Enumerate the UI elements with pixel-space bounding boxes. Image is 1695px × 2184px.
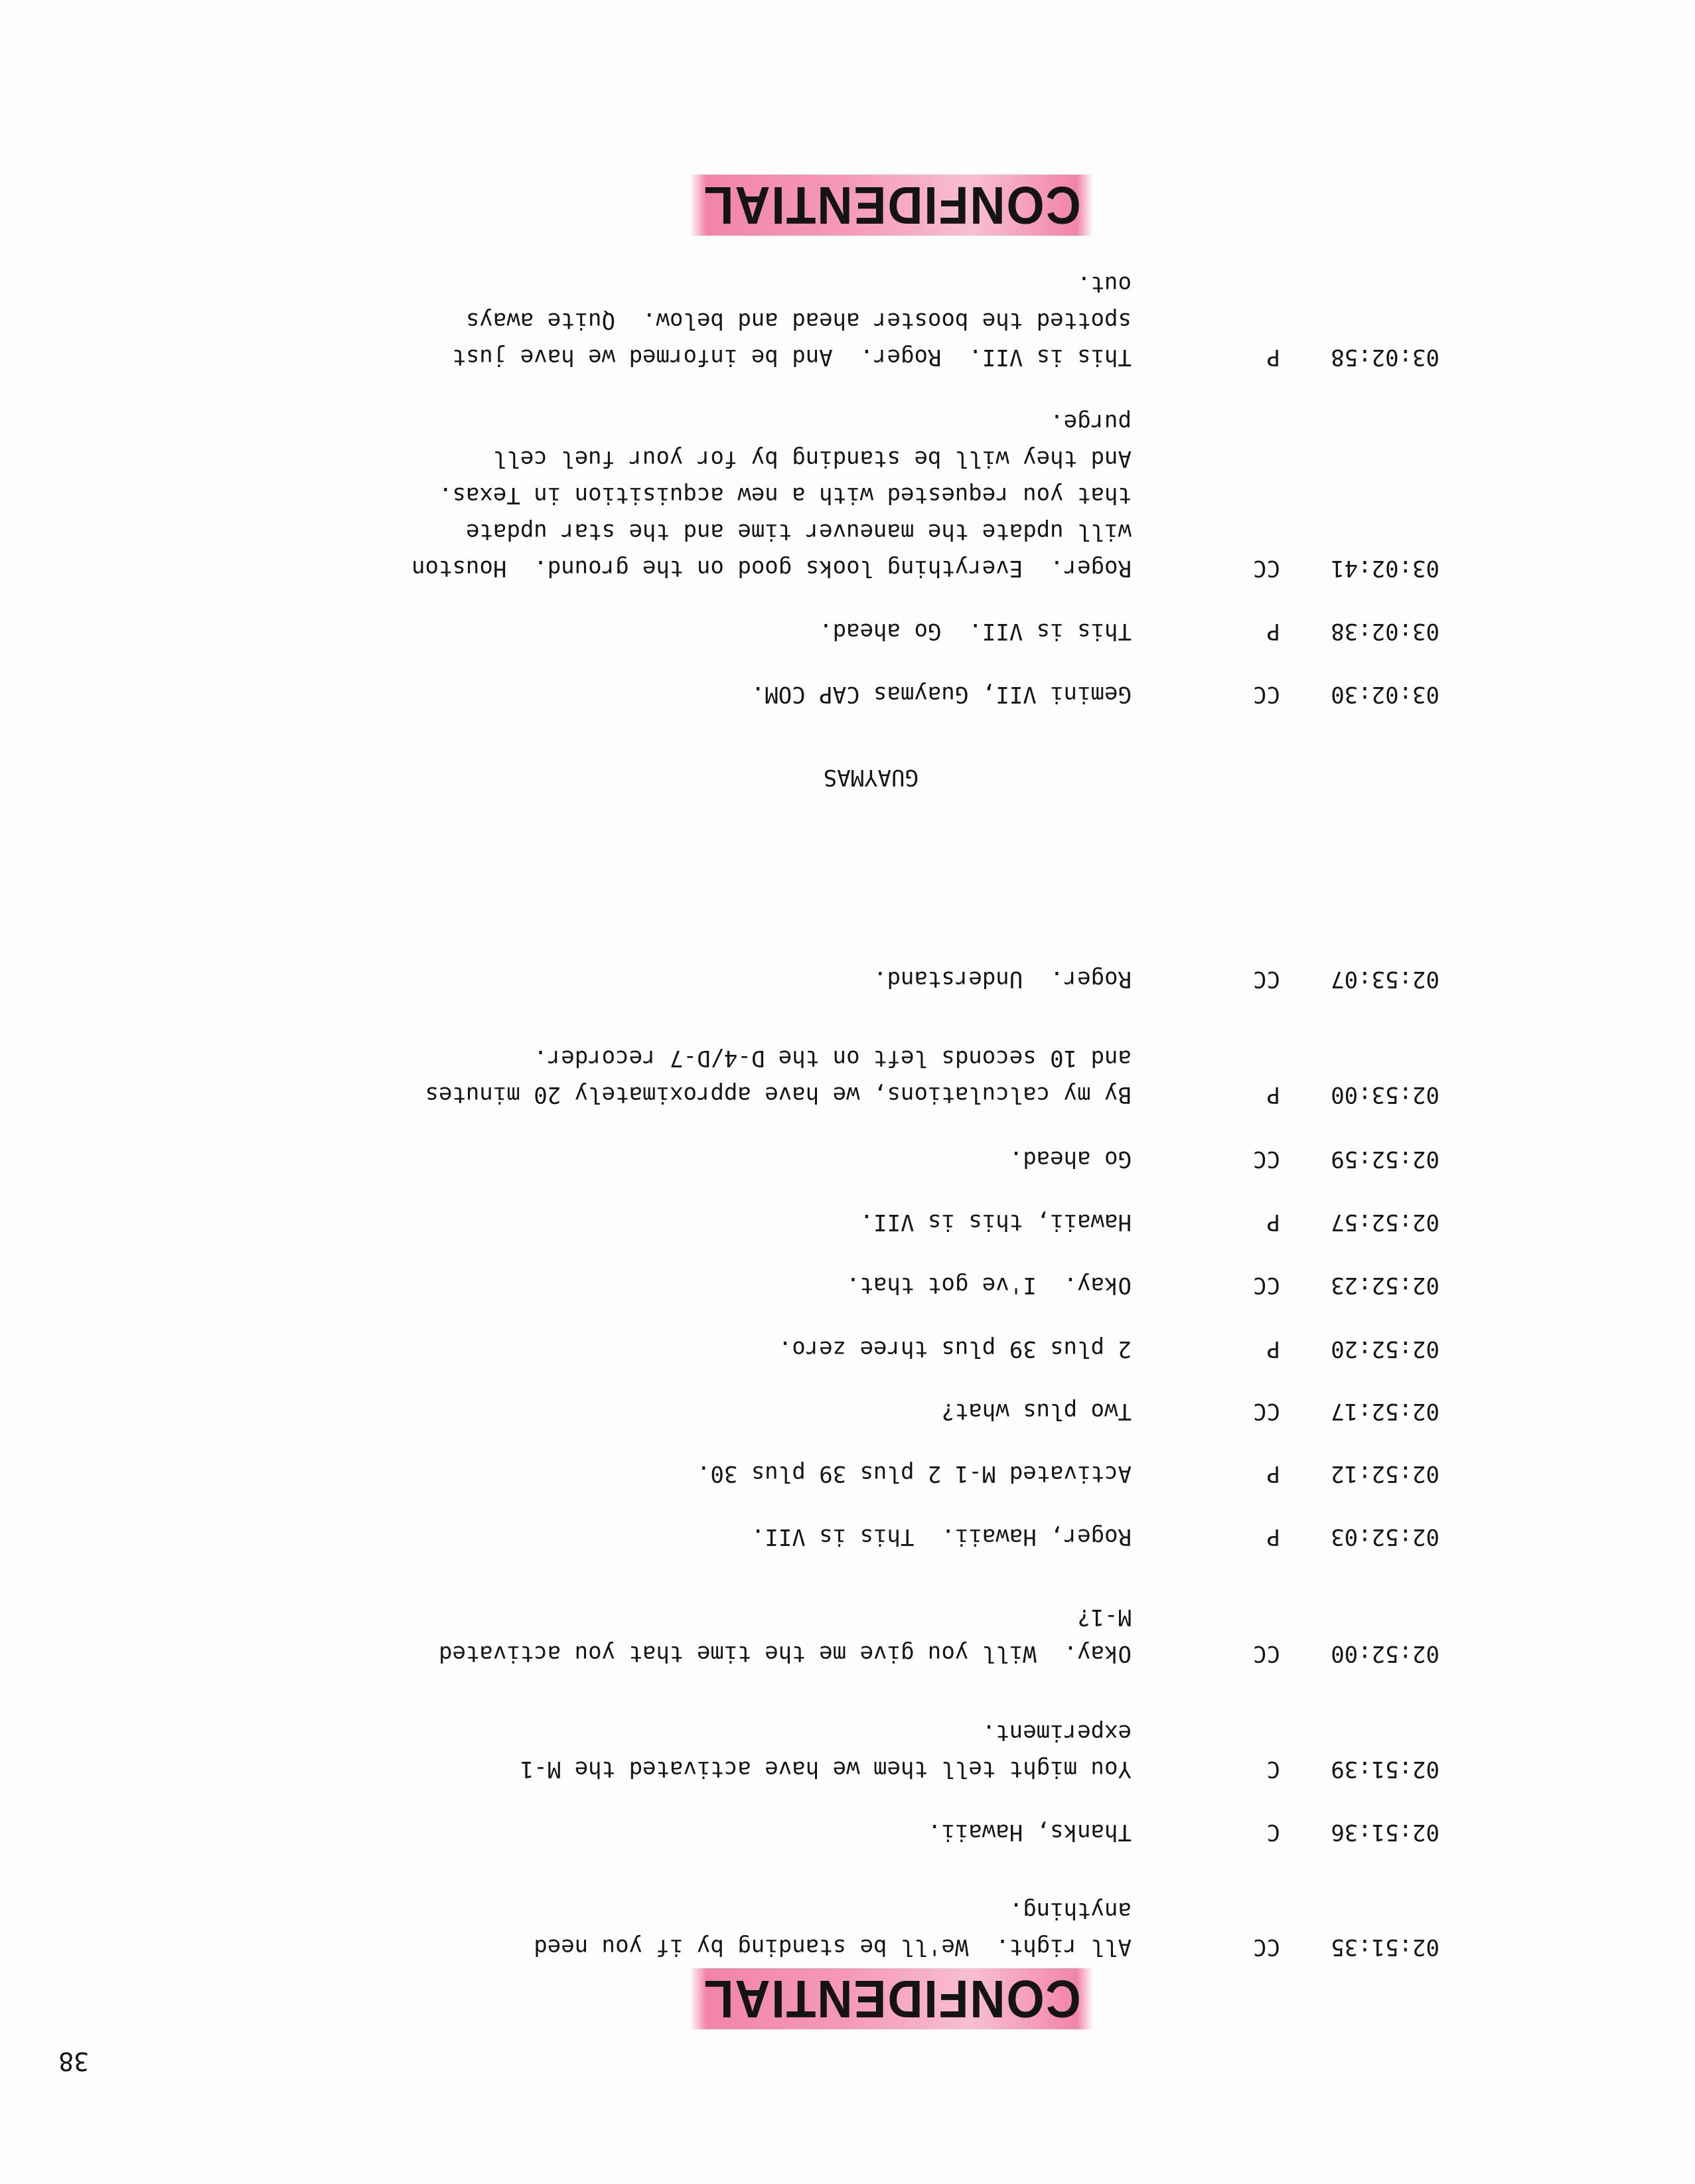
entry-text: Thanks, Hawaii.	[927, 1819, 1132, 1845]
entry-time: 03:02:30	[1331, 681, 1439, 708]
confidential-stamp-top: CONFIDENTIAL	[690, 1968, 1093, 2029]
entry-text: Activated M-1 2 plus 39 plus 30.	[696, 1460, 1132, 1487]
entry-text: This is VII. Go ahead.	[819, 618, 1132, 645]
entry-time: 02:52:03	[1331, 1523, 1439, 1550]
entry-text: All right. We'll be standing by if you need anything.	[534, 1897, 1132, 1960]
entry-text: By my calculations, we have approximately 20 minutes and 10 seconds left on the D-4/D-7 recorder.	[425, 1045, 1132, 1108]
entry-text: Roger. Everything looks good on the ground. Houston will update the maneuver time and the star update that you requested with a new acquisition in Texas. And they will be standing by for your fuel cell purge.	[411, 409, 1132, 582]
entry-speaker: P	[1266, 1081, 1280, 1108]
entry-time: 02:52:17	[1331, 1398, 1439, 1425]
entry-time: 02:51:35	[1331, 1934, 1439, 1960]
entry-time: 02:52:57	[1331, 1209, 1439, 1235]
entry-speaker: CC	[1253, 966, 1280, 992]
entry-speaker: P	[1266, 1460, 1280, 1487]
entry-speaker: CC	[1253, 1398, 1280, 1425]
entry-text: Roger. Understand.	[873, 966, 1132, 992]
entry-speaker: P	[1266, 1523, 1280, 1550]
entry-speaker: P	[1266, 1209, 1280, 1235]
entry-speaker: CC	[1253, 555, 1280, 582]
entry-time: 02:53:00	[1331, 1081, 1439, 1108]
entry-speaker: CC	[1253, 1640, 1280, 1667]
entry-text: 2 plus 39 plus three zero.	[778, 1336, 1132, 1362]
entry-time: 02:52:59	[1331, 1146, 1439, 1172]
entry-time: 02:52:12	[1331, 1460, 1439, 1487]
entry-text: Roger, Hawaii. This is VII.	[751, 1523, 1132, 1550]
entry-speaker: P	[1266, 1336, 1280, 1362]
entry-time: 02:52:20	[1331, 1336, 1439, 1362]
entry-text: You might tell them we have activated the M-1 experiment.	[520, 1719, 1132, 1782]
entry-text: Go ahead.	[1009, 1146, 1132, 1172]
entry-speaker: CC	[1253, 1934, 1280, 1960]
entry-speaker: P	[1266, 344, 1280, 370]
entry-speaker: CC	[1253, 1146, 1280, 1172]
entry-speaker: CC	[1253, 681, 1280, 708]
entry-text: Okay. I've got that.	[846, 1272, 1132, 1298]
confidential-stamp-bottom: CONFIDENTIAL	[690, 175, 1093, 236]
entry-speaker: C	[1266, 1819, 1280, 1845]
entry-text: Okay. Will you give me the time that you activated M-1?	[439, 1604, 1132, 1667]
entry-time: 03:02:41	[1331, 555, 1439, 582]
section-heading: GUAYMAS	[823, 764, 919, 791]
entry-speaker: P	[1266, 618, 1280, 645]
entry-speaker: CC	[1253, 1272, 1280, 1298]
entry-time: 02:52:23	[1331, 1272, 1439, 1298]
entry-speaker: C	[1266, 1756, 1280, 1782]
entry-text: Two plus what?	[941, 1398, 1132, 1425]
entry-text: Hawaii, this is VII.	[859, 1209, 1132, 1235]
entry-time: 02:51:39	[1331, 1756, 1439, 1782]
entry-text: This is VII. Roger. And be informed we have just spotted the booster ahead and below. Quite aways out.	[452, 271, 1132, 370]
entry-time: 02:51:36	[1331, 1819, 1439, 1845]
entry-time: 02:53:07	[1331, 966, 1439, 992]
entry-text: Gemini VII, Guaymas CAP COM.	[751, 681, 1132, 708]
entry-time: 03:02:38	[1331, 618, 1439, 645]
entry-time: 03:02:58	[1331, 344, 1439, 370]
page-number: 38	[58, 2047, 89, 2076]
entry-time: 02:52:00	[1331, 1640, 1439, 1667]
